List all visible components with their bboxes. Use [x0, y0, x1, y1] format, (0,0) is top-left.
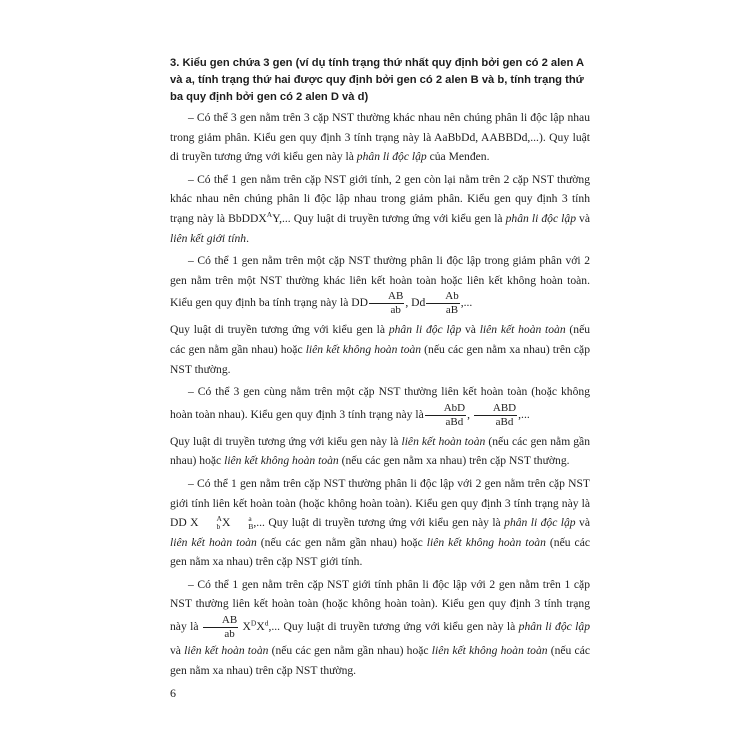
page-number: 6: [170, 686, 176, 700]
law-term: liên kết không hoàn toàn: [426, 535, 546, 549]
law-term: phân li độc lập: [518, 620, 590, 634]
genotype-fraction: $\frac{Ab}{aB}$: [426, 290, 459, 317]
law-term: liên kết không hoàn toàn: [431, 644, 548, 658]
paragraph-4: – Có thể 3 gen cùng nằm trên một cặp NST thường liên kết hoàn toàn (hoặc không hoàn toàn nhau). Kiểu gen quy định 3 tính trạng này là $\frac{\text{AbD}}{\text{aBd}}$ , $\frac{\text{ABD}}{\text{aBd}}$ ,...: [170, 385, 590, 428]
genotype-fraction: $\frac{\text{ABD}}{\text{aBd}}$: [474, 402, 517, 429]
law-term: phân li độc lập: [504, 516, 576, 530]
law-term: phân li độc lập: [505, 211, 576, 225]
paragraph-5: – Có thể 1 gen nằm trên cặp NST thường phân li độc lập với 2 gen nằm trên cặp NST giới tính liên kết hoàn toàn (hoặc không hoàn toàn). Kiểu gen quy định 3 tính trạng này là DD X A b X a B ,... Quy luật di truyền tương ứng với kiểu gen này là phân li độc lập và liên kết hoàn toàn (nếu các gen nằm gần nhau) hoặc liên kết không hoàn toàn (nếu các gen nằm xa nhau) trên cặp NST giới tính.: [170, 476, 590, 569]
superscript-subscript: a B: [248, 514, 254, 532]
law-term: liên kết không hoàn toàn: [224, 454, 339, 468]
paragraph-1: – Có thể 3 gen nằm trên 3 cặp NST thường khác nhau nên chúng phân li độc lập nhau trong giảm phân. Kiểu gen quy định 3 tính trạng này là AaBbDd, AABBDd,...). Quy luật di truyền tương ứng với kiểu gen này là phân li độc lập của Menđen.: [170, 111, 590, 164]
paragraph-4b: Quy luật di truyền tương ứng với kiểu gen này là liên kết hoàn toàn (nếu các gen nằm gần nhau) hoặc liên kết không hoàn toàn (nếu các gen nằm xa nhau) trên cặp NST thường.: [170, 434, 590, 468]
genotype-fraction: $\frac{AB}{ab}$: [203, 614, 238, 641]
page-content: [170, 55, 590, 683]
law-term: liên kết hoàn toàn: [479, 323, 566, 337]
paragraph-3b: Quy luật di truyền tương ứng với kiểu gen là phân li độc lập và liên kết hoàn toàn (nếu các gen nằm gần nhau) hoặc liên kết không hoàn toàn (nếu các gen nằm xa nhau) trên cặp NST thường.: [170, 323, 591, 376]
law-term: liên kết giới tính: [170, 231, 247, 245]
genotype-fraction: $\frac{\text{AbD}}{\text{aBd}}$: [425, 402, 466, 429]
law-term: liên kết hoàn toàn: [184, 644, 269, 658]
paragraph-2: – Có thể 1 gen nằm trên cặp NST giới tính, 2 gen còn lại nằm trên 2 cặp NST thường khác nhau nên chúng phân li độc lập nhau trong giảm phân. Kiểu gen quy định 3 tính trạng này là BbDDX$^A$Y,... Quy luật di truyền tương ứng với kiểu gen là phân li độc lập và liên kết giới tính.: [170, 172, 591, 245]
paragraph-6: – Có thể 1 gen nằm trên cặp NST giới tính phân li độc lập với 2 gen nằm trên 1 cặp NST thường liên kết hoàn toàn (hoặc không hoàn toàn). Kiểu gen quy định 3 tính trạng này là $\frac{AB}{ab}$ $X^DX^d$,... Quy luật di truyền tương ứng với kiểu gen này là phân li độc lập và liên kết hoàn toàn (nếu các gen nằm gần nhau) hoặc liên kết không hoàn toàn (nếu các gen nằm xa nhau) trên cặp NST thường.: [170, 577, 590, 677]
law-term: liên kết hoàn toàn: [170, 535, 257, 549]
section-heading: 3. Kiểu gen chứa 3 gen (ví dụ tính trạng thứ nhất quy định bởi gen có 2 alen A và a, tính trạng thứ hai được quy định bởi gen có 2 alen B và b, tính trạng thứ ba quy định bởi gen có 2 alen D và d): [170, 57, 584, 103]
law-term: liên kết không hoàn toàn: [305, 342, 422, 356]
law-term: phân li độc lập: [356, 150, 427, 164]
superscript-subscript: A b: [216, 514, 222, 532]
law-term: liên kết hoàn toàn: [401, 434, 486, 448]
law-term: phân li độc lập: [388, 323, 462, 337]
paragraph-3: – Có thể 1 gen nằm trên một cặp NST thường phân li độc lập trong giảm phân với 2 gen nằm trên một NST thường khác liên kết hoàn toàn hoặc liên kết không hoàn toàn. Kiểu gen quy định ba tính trạng này là DD $\frac{AB}{ab}$ , Dd $\frac{Ab}{aB}$ ,...: [170, 254, 590, 317]
genotype-fraction: $\frac{AB}{ab}$: [369, 290, 404, 317]
